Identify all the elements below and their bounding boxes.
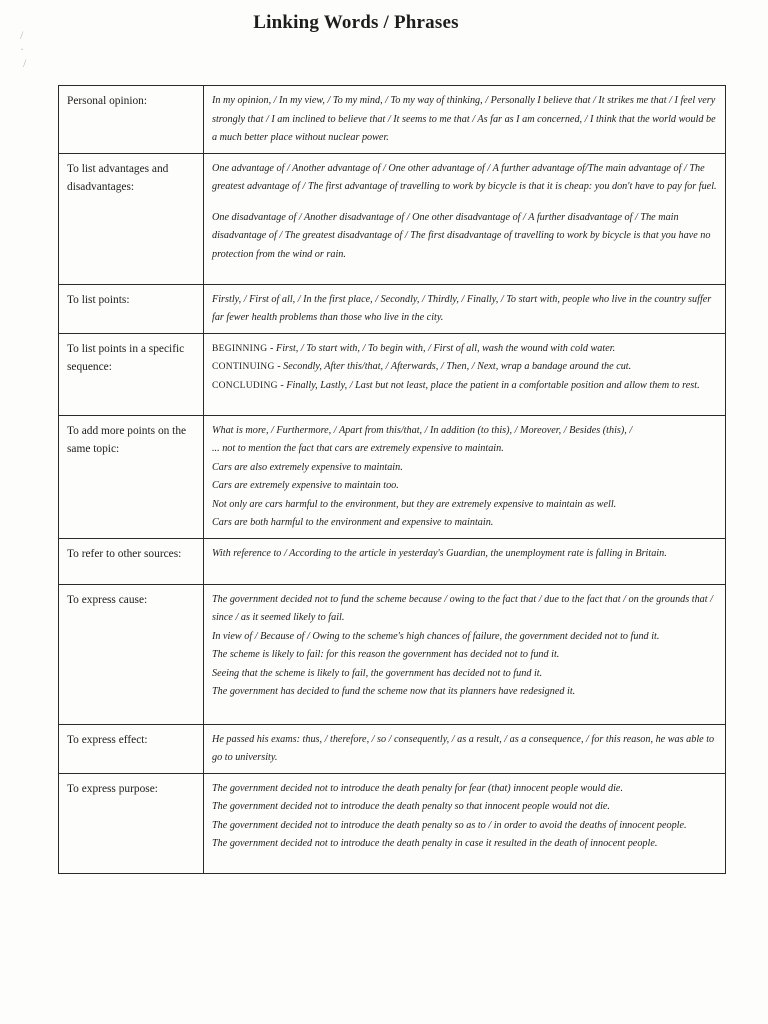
table-row xyxy=(59,153,726,284)
row-label: To express purpose: xyxy=(59,773,204,873)
row-label: To add more points on the same topic: xyxy=(59,415,204,538)
sequence-line xyxy=(212,377,719,396)
page-title: Linking Words / Phrases xyxy=(253,12,459,33)
example-text: The scheme is likely to fail: for this reason the government has decided not to fund it. xyxy=(212,649,560,660)
example-text: With reference to / According to the article in yesterday's Guardian, the unemployment rate is falling in Britain. xyxy=(212,547,667,559)
row-content xyxy=(204,415,726,538)
example-text: The government has decided to fund the scheme now that its planners have redesigned it. xyxy=(212,686,576,697)
example-text: Cars are both harmful to the environment and expensive to maintain. xyxy=(212,517,494,528)
row-label: To express cause: xyxy=(59,584,204,724)
table-row xyxy=(59,724,726,773)
row-content xyxy=(204,584,726,724)
example-text: The government decided not to fund the scheme because / owing to the fact that / due to the fact that / on the grounds that / since / as it seemed likely to fail. xyxy=(212,593,713,623)
table-row xyxy=(59,86,726,154)
row-label: To express effect: xyxy=(59,724,204,773)
table-row xyxy=(59,538,726,584)
table-row xyxy=(59,415,726,538)
example-text: Cars are extremely expensive to maintain too. xyxy=(212,480,399,491)
row-label: To list advantages and disadvantages: xyxy=(59,153,204,284)
table-row xyxy=(59,333,726,415)
sequence-tag: CONCLUDING xyxy=(212,380,278,391)
example-text: ... not to mention the fact that cars are extremely expensive to maintain. xyxy=(212,443,504,454)
table-row xyxy=(59,584,726,724)
example-text: Firstly, / First of all, / In the first place, / Secondly, / Thirdly, / Finally, / To start with, people who live in the country suffer far fewer health problems than those who live in the city. xyxy=(212,293,712,323)
row-label: To refer to other sources: xyxy=(59,538,204,584)
row-content xyxy=(204,284,726,333)
margin-scribble: / · / xyxy=(20,28,27,70)
row-content xyxy=(204,773,726,873)
example-text: - First, / To start with, / To begin with, / First of all, wash the wound with cold water. xyxy=(270,342,616,354)
row-content xyxy=(204,86,726,154)
sequence-tag: BEGINNING xyxy=(212,343,268,354)
sequence-tag: CONTINUING xyxy=(212,362,275,372)
row-content xyxy=(204,333,726,415)
table-row xyxy=(59,284,726,333)
example-text: Not only are cars harmful to the environment, but they are extremely expensive to maintain as well. xyxy=(212,498,617,510)
row-label: To list points in a specific sequence: xyxy=(59,333,204,415)
example-text: Cars are also extremely expensive to maintain. xyxy=(212,461,403,473)
sequence-line xyxy=(212,340,719,359)
row-content xyxy=(204,724,726,773)
example-text: The government decided not to introduce the death penalty so as to / in order to avoid the deaths of innocent people. xyxy=(212,819,687,831)
example-text: He passed his exams: thus, / therefore, / so / consequently, / as a result, / as a consequence, / for this reason, he was able to go to university. xyxy=(212,733,715,763)
example-text: The government decided not to introduce the death penalty so that innocent people would not die. xyxy=(212,801,610,812)
example-text: - Finally, Lastly, / Last but not least, place the patient in a comfortable position and allow them to rest. xyxy=(280,379,700,391)
example-text: - Secondly, After this/that, / Afterwards, / Then, / Next, wrap a bandage around the cut. xyxy=(277,361,632,372)
example-text: Seeing that the scheme is likely to fail, the government has decided not to fund it. xyxy=(212,667,543,679)
example-text: In my opinion, / In my view, / To my mind, / To my way of thinking, / Personally I believe that / It strikes me that / I feel very strongly that / I am inclined to believe that / It seems to me that / As far as I am concerned, / I think that the world would be a much better place without nuclear power. xyxy=(212,95,716,143)
example-text: One advantage of / Another advantage of / One other advantage of / A further advantage of/The main advantage of / The greatest advantage of / The first advantage of travelling to work by bicycle is that it is cheap: you don't have to pay for fuel. xyxy=(212,162,717,192)
example-text: The government decided not to introduce the death penalty in case it resulted in the death of innocent people. xyxy=(212,838,658,849)
row-content xyxy=(204,153,726,284)
example-text: The government decided not to introduce the death penalty for fear (that) innocent people would die. xyxy=(212,782,623,794)
example-text: One disadvantage of / Another disadvantage of / One other disadvantage of / A further disadvantage of / The main disadvantage of / The greatest disadvantage of / The first disadvantage of travelling to work by bicycle is that you have no protection from the wind or rain. xyxy=(212,211,711,260)
linking-words-table xyxy=(58,85,726,874)
row-label: To list points: xyxy=(59,284,204,333)
row-content xyxy=(204,538,726,584)
row-label: Personal opinion: xyxy=(59,86,204,154)
example-text: What is more, / Furthermore, / Apart from this/that, / In addition (to this), / Moreover, / Besides (this), / xyxy=(212,424,633,436)
table-row xyxy=(59,773,726,873)
example-text: In view of / Because of / Owing to the scheme's high chances of failure, the government decided not to fund it. xyxy=(212,630,660,642)
sequence-line xyxy=(212,358,719,377)
